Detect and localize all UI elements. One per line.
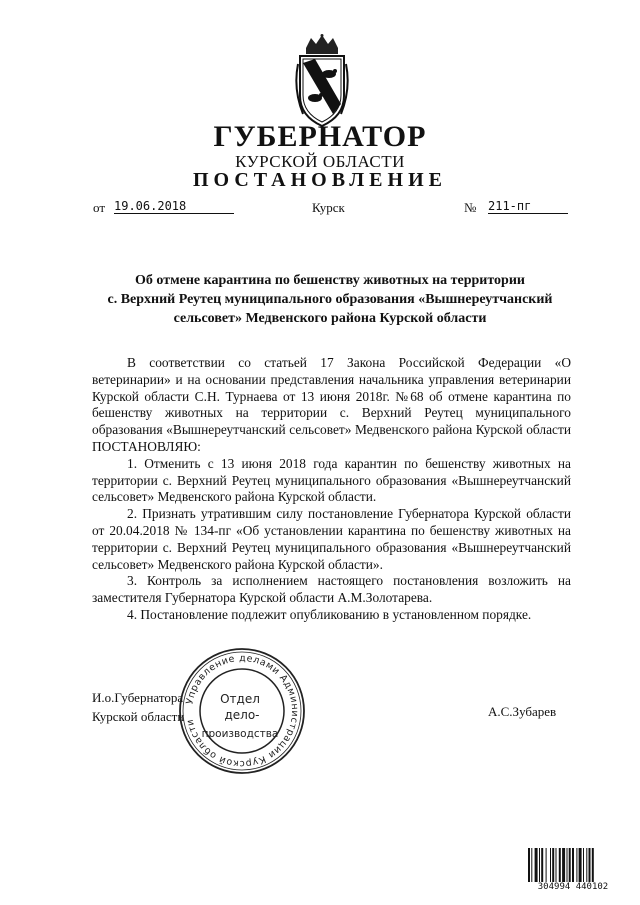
- signatory-position: [92, 688, 184, 726]
- date-prefix: от: [93, 200, 106, 215]
- stamp-inner-line-2: дело-: [224, 708, 260, 722]
- signatory-position-line-2: Курской области: [92, 709, 185, 724]
- body-item-4: 4. Постановление подлежит опубликованию в установленном порядке.: [127, 606, 532, 622]
- document-number: 211-пг: [488, 199, 568, 214]
- subject-line-1: Об отмене карантина по бешенству животных на территории: [135, 273, 525, 288]
- document-subject: [95, 271, 565, 328]
- signatory-name: А.С.Зубарев: [488, 704, 557, 719]
- body-item-3: 3. Контроль за исполнением настоящего постановления возложить на заместителя Губернатора Курской области А.М.Золотарева.: [92, 573, 571, 606]
- number-prefix: №: [464, 200, 477, 215]
- stamp-inner-line-1: Отдел: [220, 692, 260, 706]
- body-item-1: 1. Отменить с 13 июня 2018 года карантин по бешенству животных на территории с. Верхний Реутец муниципального образования «Вышнереутчанский сельсовет» Медвенского района Курской области.: [92, 455, 571, 505]
- coat-of-arms-emblem: [293, 34, 351, 132]
- document-date: 19.06.2018: [114, 199, 234, 214]
- subject-line-3: сельсовет» Медвенского района Курской области: [173, 311, 487, 326]
- stamp-ring-text: Управление делами Администрации Курской области: [184, 652, 301, 770]
- signatory-position-line-1: И.о.Губернатора: [92, 690, 184, 705]
- document-title: ГУБЕРНАТОР: [213, 120, 427, 153]
- barcode-number: 304994 440102: [527, 882, 619, 892]
- stamp-inner-line-3: производства: [201, 728, 279, 740]
- document-region: КУРСКОЙ ОБЛАСТИ: [235, 152, 405, 171]
- office-stamp: [176, 645, 308, 777]
- document-city: Курск: [312, 200, 345, 215]
- document-type: ПОСТАНОВЛЕНИЕ: [193, 169, 447, 191]
- document-body: [92, 355, 571, 624]
- body-intro: В соответствии со статьей 17 Закона Российской Федерации «О ветеринарии» и на основании представления начальника управления ветеринарии Курской области С.Н. Турнаева от 13 июня 2018г. №68 об отмене карантина по бешенству животных на территории с. Верхний Реутец муниципального образования «Вышнереутчанский сельсовет» Медвенского района Курской области ПОСТАНОВЛЯЮ:: [92, 355, 571, 454]
- subject-line-2: с. Верхний Реутец муниципального образования «Вышнереутчанский: [107, 292, 553, 307]
- body-item-2: 2. Признать утратившим силу постановление Губернатора Курской области от 20.04.2018 № 134-пг «Об установлении карантина по бешенству животных на территории с. Верхний Реутец муниципального образования «Вышнереутчанский сельсовет» Медвенского района Курской области».: [92, 506, 571, 572]
